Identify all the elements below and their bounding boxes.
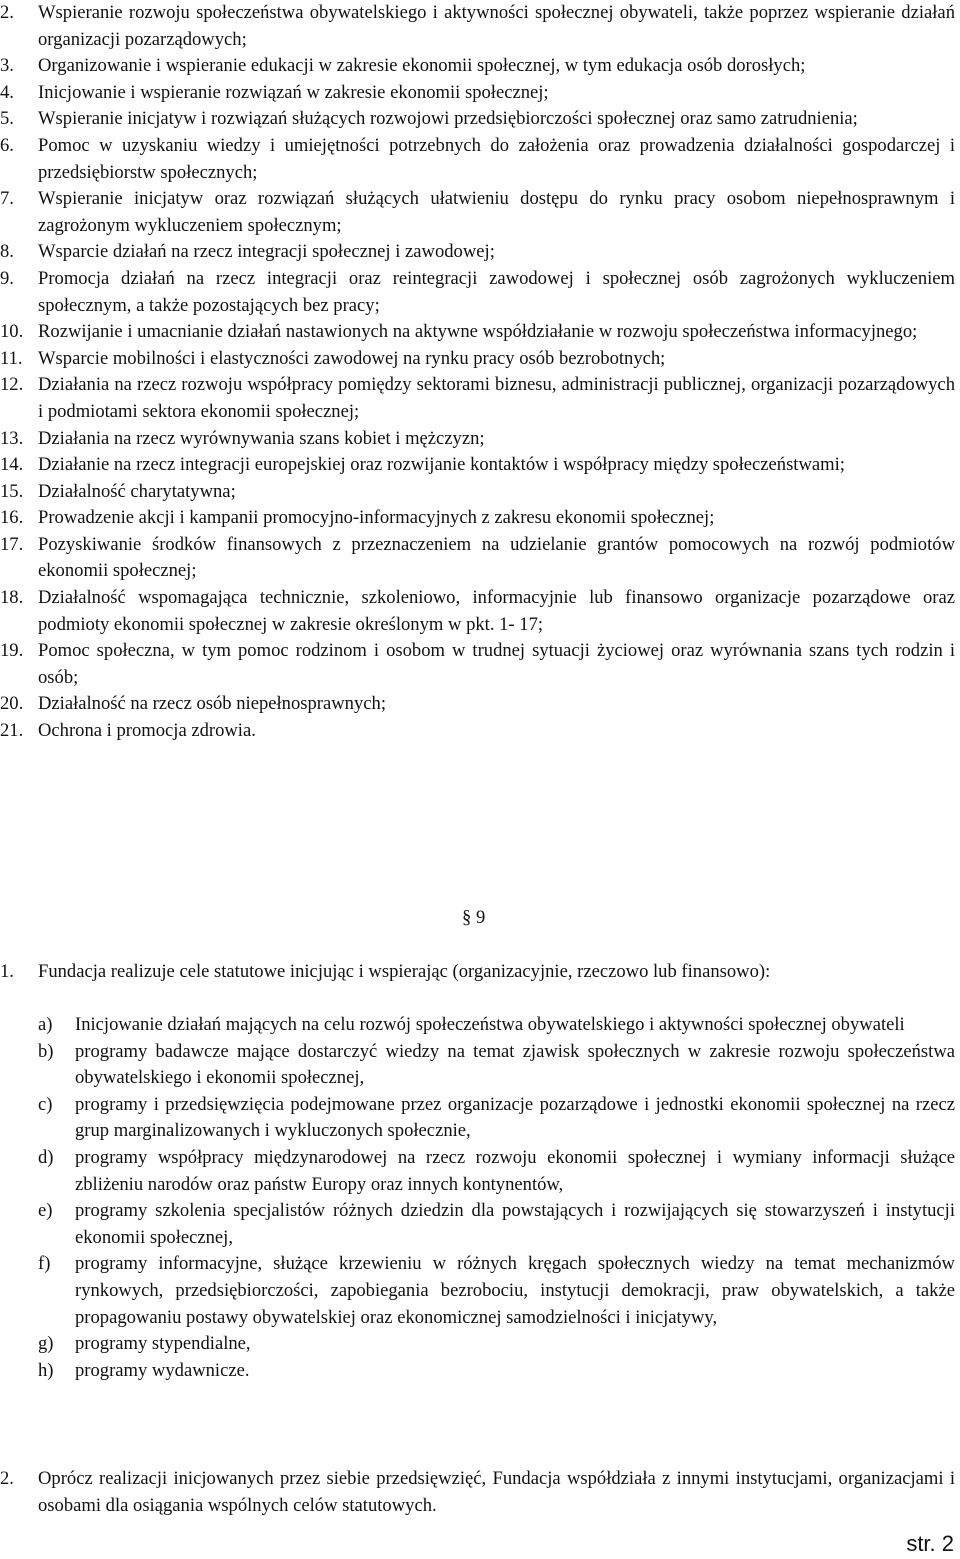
- list-item: [0, 1466, 960, 1519]
- item-text: Działania na rzecz wyrównywania szans kobiet i mężczyzn;: [38, 427, 485, 449]
- item-text: programy badawcze mające dostarczyć wiedzy na temat zjawisk społecznych w zakresie rozwoju społeczeństwa obywatelskiego i ekonomii społecznej,: [75, 1040, 955, 1089]
- item-number: 2.: [0, 2, 14, 23]
- item-text: Ochrona i promocja zdrowia.: [38, 720, 256, 742]
- item-text: Promocja działań na rzecz integracji oraz reintegracji zawodowej i społecznej osób zagrożonych wykluczeniem społecznym, a także pozostających bez pracy;: [38, 267, 955, 316]
- item-text: Pomoc w uzyskaniu wiedzy i umiejętności potrzebnych do założenia oraz prowadzenia działalności gospodarczej i przedsiębiorstw społecznych;: [38, 134, 955, 183]
- list-item: [0, 80, 960, 107]
- statutory-goals-list: [0, 0, 960, 745]
- list-item: [0, 959, 960, 986]
- item-text: Wsparcie działań na rzecz integracji społecznej i zawodowej;: [38, 241, 495, 263]
- list-item: [0, 1198, 960, 1251]
- list-item: [0, 532, 960, 585]
- list-item: [0, 479, 960, 506]
- list-item: [0, 426, 960, 453]
- item-number: b): [38, 1040, 54, 1062]
- item-number: h): [38, 1359, 54, 1381]
- item-text: Działania na rzecz rozwoju współpracy pomiędzy sektorami biznesu, administracji publicznej, organizacji pozarządowych i podmiotami sektora ekonomii społecznej;: [38, 374, 955, 422]
- item-text: Rozwijanie i umacnianie działań nastawionych na aktywne współdziałanie w rozwoju społeczeństwa informacyjnego;: [38, 321, 918, 343]
- program-list: [0, 1012, 960, 1384]
- list-item: [0, 1145, 960, 1198]
- list-item: [0, 1251, 960, 1331]
- item-text: Organizowanie i wspieranie edukacji w zakresie ekonomii społecznej, w tym edukacja osób dorosłych;: [38, 55, 806, 77]
- item-text: Fundacja realizuje cele statutowe inicjując i wspierając (organizacyjnie, rzeczowo lub finansowo):: [38, 961, 771, 982]
- item-number: 15.: [0, 480, 24, 502]
- list-item: [0, 691, 960, 718]
- list-item: [0, 0, 960, 53]
- list-item: [0, 505, 960, 532]
- item-text: Pozyskiwanie środków finansowych z przeznaczeniem na udzielanie grantów pomocowych na rozwój podmiotów ekonomii społecznej;: [38, 533, 955, 582]
- item-text: Inicjowanie i wspieranie rozwiązań w zakresie ekonomii społecznej;: [38, 81, 549, 103]
- item-text: Działanie na rzecz integracji europejskiej oraz rozwijanie kontaktów i współpracy między społeczeństwami;: [38, 454, 845, 476]
- list-item: [0, 133, 960, 186]
- list-item: [0, 346, 960, 373]
- item-number: d): [38, 1146, 54, 1168]
- item-number: 20.: [0, 693, 24, 715]
- list-item: [0, 585, 960, 638]
- item-text: Wsparcie mobilności i elastyczności zawodowej na rynku pracy osób bezrobotnych;: [38, 347, 666, 369]
- item-number: 1.: [0, 961, 14, 982]
- item-number: 3.: [0, 55, 14, 77]
- item-number: 4.: [0, 81, 14, 103]
- list-item: [0, 1012, 960, 1039]
- item-text: programy wydawnicze.: [75, 1359, 250, 1381]
- item-number: 10.: [0, 321, 24, 343]
- list-item: [0, 186, 960, 239]
- item-text: Działalność charytatywna;: [38, 480, 236, 502]
- page-number: str. 2: [906, 1531, 954, 1556]
- item-text: Działalność na rzecz osób niepełnosprawnych;: [38, 693, 386, 715]
- item-number: 7.: [0, 188, 14, 210]
- item-text: programy i przedsięwzięcia podejmowane przez organizacje pozarządowe i jednostki ekonomii społecznej na rzecz grup marginalizowanych i wykluczonych społecznie,: [75, 1093, 955, 1142]
- item-text: Wspieranie rozwoju społeczeństwa obywatelskiego i aktywności społecznej obywateli, także poprzez wspieranie działań organizacji pozarządowych;: [38, 2, 955, 50]
- item-text: Inicjowanie działań mających na celu rozwój społeczeństwa obywatelskiego i aktywności społecznej obywateli: [75, 1014, 905, 1035]
- item-number: e): [38, 1200, 53, 1222]
- list-item: [0, 1039, 960, 1092]
- list-item: [0, 452, 960, 479]
- item-number: 14.: [0, 454, 24, 476]
- item-text: Wspieranie inicjatyw i rozwiązań służących rozwojowi przedsiębiorczości społecznej oraz samo zatrudnienia;: [38, 108, 858, 130]
- item-text: Działalność wspomagająca technicznie, szkoleniowo, informacyjnie lub finansowo organizacje pozarządowe oraz podmioty ekonomii społecznej w zakresie określonym w pkt. 1- 17;: [38, 587, 955, 635]
- list-item: [0, 1358, 960, 1385]
- item-number: c): [38, 1093, 53, 1115]
- paragraph-2: [0, 1466, 960, 1519]
- list-item: [0, 106, 960, 133]
- item-text: Prowadzenie akcji i kampanii promocyjno-informacyjnych z zakresu ekonomii społecznej;: [38, 507, 715, 529]
- item-number: 5.: [0, 108, 14, 130]
- section-heading: § 9: [462, 907, 486, 928]
- item-number: 19.: [0, 640, 24, 662]
- item-number: 8.: [0, 241, 14, 263]
- list-item: [0, 319, 960, 346]
- item-number: f): [38, 1253, 51, 1275]
- item-number: 13.: [0, 427, 24, 449]
- item-number: 21.: [0, 720, 24, 742]
- list-item: [0, 1331, 960, 1358]
- list-item: [0, 718, 960, 745]
- list-item: [0, 372, 960, 425]
- item-number: 17.: [0, 533, 24, 555]
- item-text: programy współpracy międzynarodowej na rzecz rozwoju ekonomii społecznej i wymiany informacji służące zbliżeniu narodów oraz państw Europy oraz innych kontynentów,: [75, 1146, 955, 1195]
- list-item: [0, 638, 960, 691]
- list-item: [0, 1092, 960, 1145]
- item-number: 11.: [0, 347, 23, 369]
- list-item: [0, 266, 960, 319]
- item-text: programy informacyjne, służące krzewieniu w różnych kręgach społecznych wiedzy na temat mechanizmów rynkowych, przedsiębiorczości, zapobiegania bezrobociu, instytucji demokracji, praw obywatelskich, a także propagowaniu postawy obywatelskiej oraz ekonomicznej samodzielności i inicjatywy,: [75, 1253, 955, 1328]
- item-text: programy szkolenia specjalistów różnych dziedzin dla powstających i rozwijających się stowarzyszeń i instytucji ekonomii społecznej,: [75, 1200, 955, 1248]
- item-number: 9.: [0, 267, 14, 289]
- item-number: g): [38, 1333, 54, 1355]
- item-number: a): [38, 1014, 53, 1035]
- item-number: 6.: [0, 134, 14, 156]
- item-text: programy stypendialne,: [75, 1333, 251, 1355]
- item-text: Pomoc społeczna, w tym pomoc rodzinom i osobom w trudnej sytuacji życiowej oraz wyrównania szans tych rodzin i osób;: [38, 640, 955, 688]
- item-number: 2.: [0, 1468, 14, 1489]
- item-text: Oprócz realizacji inicjowanych przez siebie przedsięwzięć, Fundacja współdziała z innymi instytucjami, organizacjami i osobami dla osiągania wspólnych celów statutowych.: [38, 1468, 955, 1516]
- list-item: [0, 239, 960, 266]
- list-item: [0, 53, 960, 80]
- item-number: 18.: [0, 587, 24, 609]
- item-number: 16.: [0, 507, 24, 529]
- item-number: 12.: [0, 374, 24, 396]
- paragraph-1: [0, 959, 960, 986]
- item-text: Wspieranie inicjatyw oraz rozwiązań służących ułatwieniu dostępu do rynku pracy osobom niepełnosprawnym i zagrożonym wykluczeniem społecznym;: [38, 188, 955, 236]
